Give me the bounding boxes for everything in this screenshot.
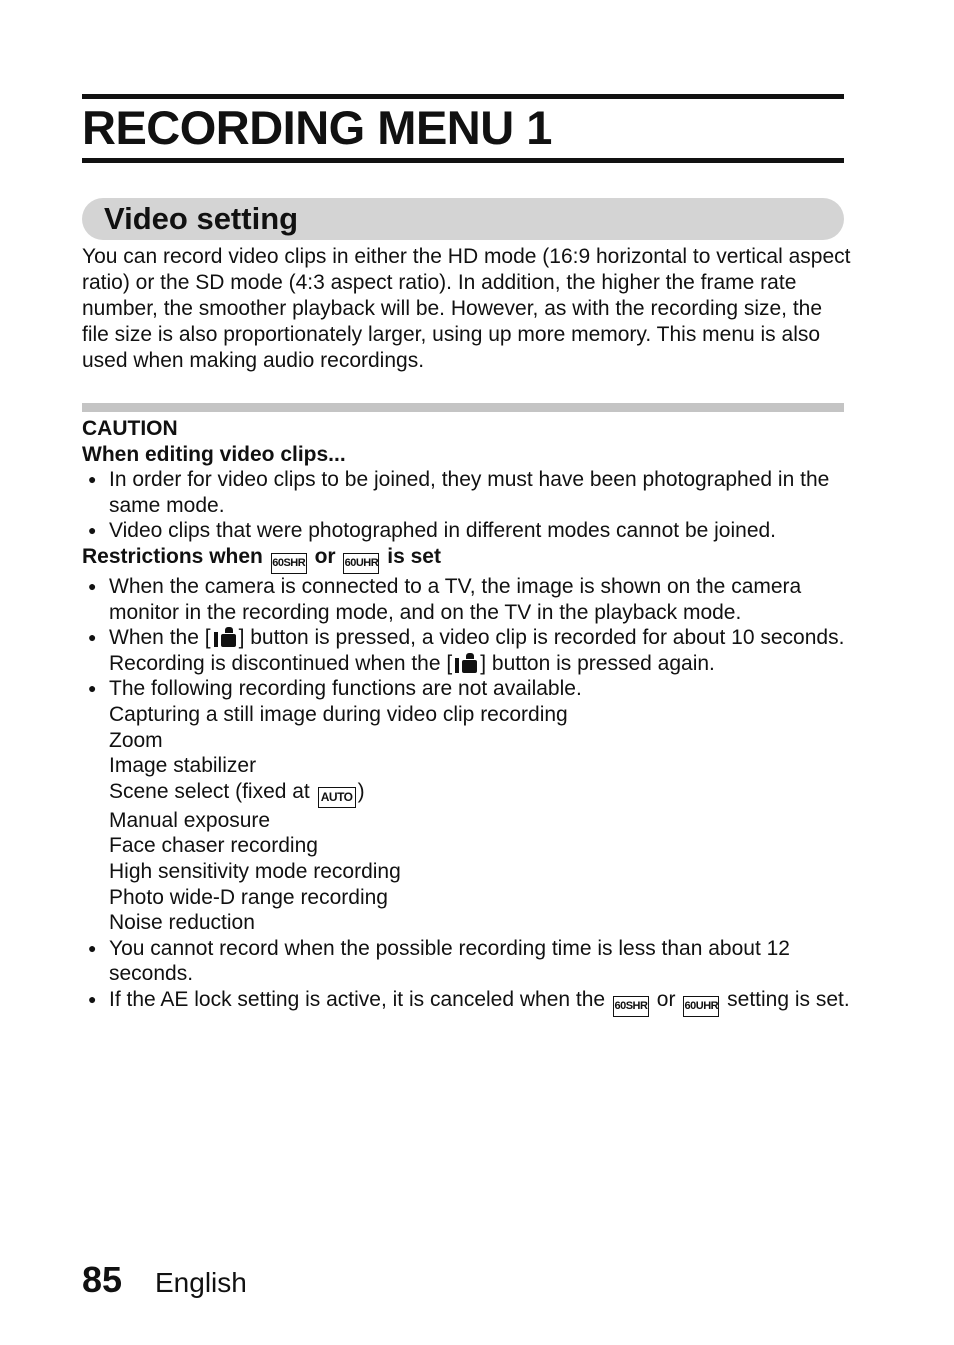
item-text: ● The following recording functions are not available. <box>109 677 582 701</box>
video-camera-icon <box>455 653 477 673</box>
unavailable-entry: Photo wide-D range recording <box>109 885 388 909</box>
unavailable-entry: Manual exposure <box>109 808 271 832</box>
list-item <box>82 676 852 935</box>
list-item: ● When the camera is connected to a TV, the image is shown on the camera monitor in the recording mode, and on the TV in the playback mode. <box>82 574 852 625</box>
caution-block <box>82 416 852 1017</box>
unavailable-entry: Image stabilizer <box>109 754 257 778</box>
title-rule-top <box>82 94 844 99</box>
restrictions-or: or <box>314 544 336 568</box>
item-text: ) <box>357 779 365 803</box>
page-language: English <box>155 1267 247 1298</box>
restrictions-prefix: Restrictions when <box>82 544 263 568</box>
item-text: setting is set. <box>727 987 850 1011</box>
item-text: Scene select (fixed at <box>109 779 310 803</box>
list-item: ● Video clips that were photographed in different modes cannot be joined. <box>82 518 852 544</box>
list-item <box>82 987 852 1017</box>
video-60shr-icon: 60SHR <box>271 553 307 574</box>
list-item <box>82 625 852 676</box>
page-title: RECORDING MENU 1 <box>82 101 552 154</box>
unavailable-entry: Zoom <box>109 728 163 752</box>
section-header-bar <box>82 198 844 240</box>
unavailable-entry: Face chaser recording <box>109 834 318 858</box>
item-text: or <box>656 987 676 1011</box>
list-item: ● In order for video clips to be joined, they must have been photographed in the same mode. <box>82 467 852 518</box>
editing-list <box>82 467 852 544</box>
item-text: ] button is pressed again. <box>480 651 715 675</box>
page-number: 85 <box>82 1259 123 1300</box>
video-60uhr-icon: 60UHR <box>343 553 379 574</box>
unavailable-entry: Capturing a still image during video clip recording <box>109 702 568 726</box>
video-60uhr-icon: 60UHR <box>683 996 719 1017</box>
editing-heading: When editing video clips... <box>82 442 346 466</box>
caution-heading: CAUTION <box>82 417 178 440</box>
item-text: If the AE lock setting is active, it is canceled when the <box>109 987 606 1011</box>
restrictions-suffix: is set <box>387 544 441 568</box>
item-text: ] button is pressed, a video clip is recorded for about 10 seconds. Recording is discontinued when the [ <box>109 626 845 675</box>
caution-divider <box>82 403 844 412</box>
item-text: When the [ <box>109 626 211 650</box>
video-60shr-icon: 60SHR <box>613 996 649 1017</box>
video-camera-icon <box>214 627 236 647</box>
restrictions-heading <box>82 544 852 574</box>
unavailable-entry: High sensitivity mode recording <box>109 859 401 883</box>
unavailable-entry <box>109 779 852 808</box>
unavailable-entry: Noise reduction <box>109 911 255 935</box>
list-item: ● You cannot record when the possible recording time is less than about 12 seconds. <box>82 936 852 987</box>
intro-paragraph: You can record video clips in either the HD mode (16:9 horizontal to vertical aspect ratio) or the SD mode (4:3 aspect ratio). In addition, the higher the frame rate number, the smoother playback will be. However, as with the recording size, the file size is also proportionately larger, using up more memory. This menu is also used when making audio recordings. <box>82 245 851 372</box>
title-rule-bottom <box>82 158 844 163</box>
section-title: Video setting <box>104 201 299 236</box>
restrictions-list <box>82 574 852 1017</box>
auto-mode-icon: AUTO <box>318 787 356 808</box>
